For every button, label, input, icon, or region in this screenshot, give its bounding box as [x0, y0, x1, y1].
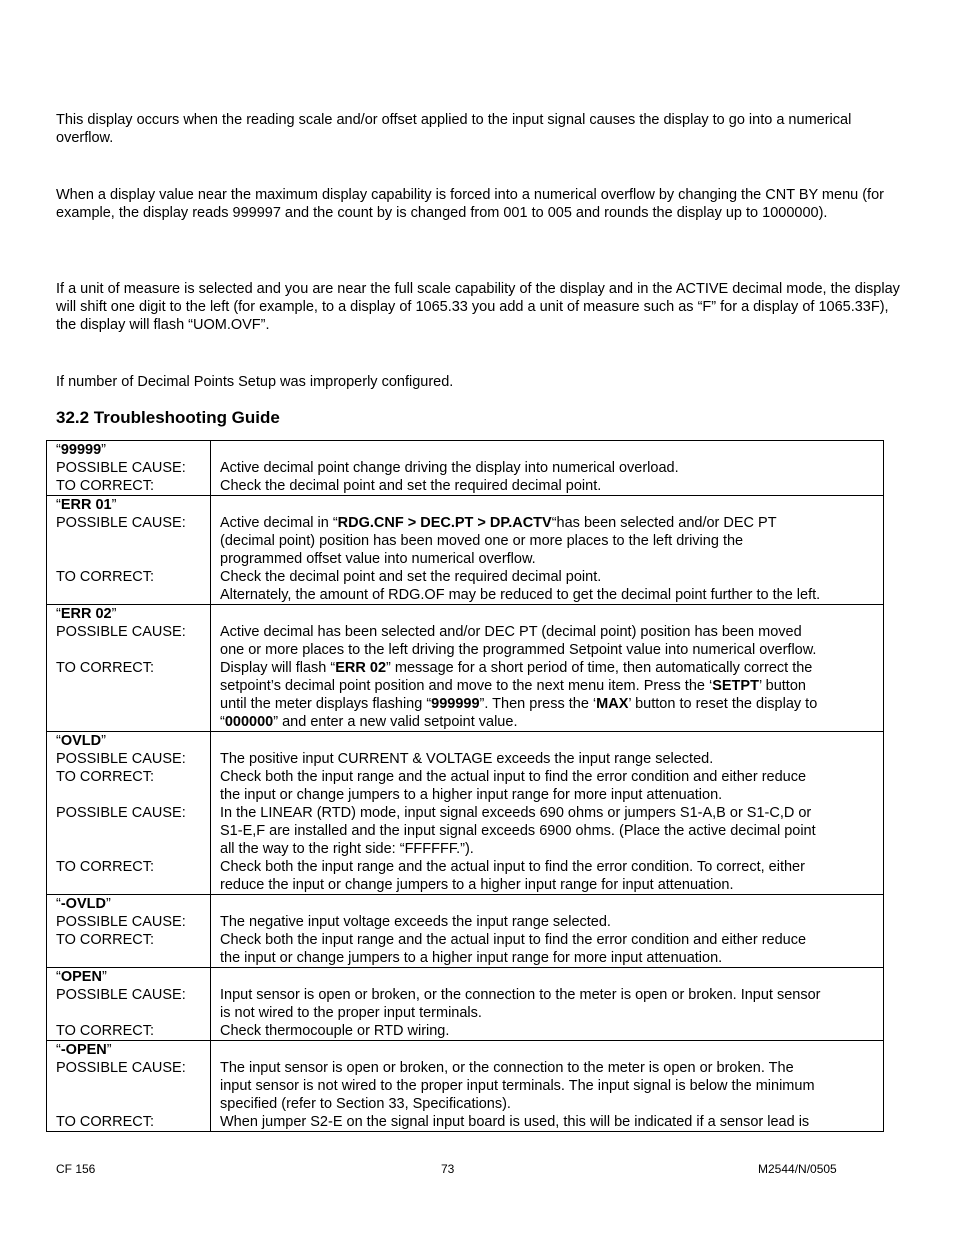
table-row	[47, 1041, 884, 1132]
description-line	[220, 1004, 877, 1022]
description-text: Check both the input range and the actual input to find the error condition and either reduce	[220, 769, 807, 785]
description-bold-text: 000000	[224, 714, 274, 730]
description-text: Check both the input range and the actual input to find the error condition. To correct, either	[220, 859, 805, 875]
description-text: Active decimal has been selected and/or DEC PT (decimal point) position has been moved	[220, 624, 802, 640]
description-line	[220, 858, 877, 876]
description-text: “	[220, 714, 225, 730]
possible-cause-label: POSSIBLE CAUSE:	[56, 515, 186, 531]
error-code-text: 99999	[60, 442, 102, 458]
error-code-text: -OVLD	[60, 896, 106, 912]
description-line	[220, 477, 877, 495]
description-line	[220, 1095, 877, 1113]
possible-cause-label: POSSIBLE CAUSE:	[56, 751, 186, 767]
possible-cause-label: POSSIBLE CAUSE:	[56, 805, 186, 821]
error-description-cell	[211, 732, 884, 895]
description-line	[220, 459, 877, 477]
error-code: “99999”	[56, 442, 107, 458]
description-text: programmed offset value into numerical overflow.	[220, 551, 536, 567]
error-description-cell	[211, 605, 884, 732]
error-description-cell	[211, 496, 884, 605]
description-line	[220, 659, 877, 677]
error-label-cell	[47, 1041, 211, 1132]
label-spacer	[56, 822, 204, 840]
description-bold-text: SETPT	[712, 678, 759, 694]
label-spacer	[56, 1095, 204, 1113]
description-text: the input or change jumpers to a higher input range for more input attenuation.	[220, 950, 723, 966]
description-text: the input or change jumpers to a higher input range for more input attenuation.	[220, 787, 723, 803]
description-text: (decimal point) position has been moved one or more places to the left driving the	[220, 533, 744, 549]
table-row	[47, 732, 884, 895]
error-description-cell	[211, 968, 884, 1041]
error-description-cell	[211, 441, 884, 496]
error-code-text: OPEN	[60, 969, 102, 985]
table-row	[47, 968, 884, 1041]
possible-cause-label: POSSIBLE CAUSE:	[56, 987, 186, 1003]
troubleshooting-table	[46, 440, 884, 1132]
description-spacer	[220, 732, 877, 750]
description-bold-text: RDG.CNF > DEC.PT > DP.ACTV	[337, 515, 552, 531]
table-row	[47, 605, 884, 732]
table-row	[47, 496, 884, 605]
error-description-cell	[211, 1041, 884, 1132]
description-text: Display will flash “	[220, 660, 336, 676]
description-line	[220, 568, 877, 586]
description-text: In the LINEAR (RTD) mode, input signal exceeds 690 ohms or jumpers S1-A,B or S1-C,D or	[220, 805, 812, 821]
description-spacer	[220, 605, 877, 623]
error-label-cell	[47, 968, 211, 1041]
description-line	[220, 931, 877, 949]
error-code-text: -OPEN	[60, 1042, 107, 1058]
error-description-cell	[211, 895, 884, 968]
description-text: specified (refer to Section 33, Specifications).	[220, 1096, 511, 1112]
description-bold-text: ERR 02	[335, 660, 387, 676]
description-line	[220, 986, 877, 1004]
to-correct-label: TO CORRECT:	[56, 478, 155, 494]
possible-cause-label: POSSIBLE CAUSE:	[56, 1060, 186, 1076]
description-text: The input sensor is open or broken, or the connection to the meter is open or broken. The	[220, 1060, 794, 1076]
description-bold-text: MAX	[596, 696, 629, 712]
description-text: Input sensor is open or broken, or the connection to the meter is open or broken. Input sensor	[220, 987, 821, 1003]
possible-cause-label: POSSIBLE CAUSE:	[56, 914, 186, 930]
description-line	[220, 768, 877, 786]
description-line	[220, 532, 877, 550]
description-spacer	[220, 968, 877, 986]
description-text: input sensor is not wired to the proper input terminals. The input signal is below the minimum	[220, 1078, 815, 1094]
description-line	[220, 1059, 877, 1077]
description-line	[220, 750, 877, 768]
error-code: “OPEN”	[56, 969, 107, 985]
description-text: setpoint’s decimal point position and move to the next menu item. Press the ‘	[220, 678, 713, 694]
footer-revision: M2544/N/0505	[758, 1162, 837, 1176]
description-line	[220, 677, 877, 695]
description-line	[220, 804, 877, 822]
error-code: “ERR 02”	[56, 606, 117, 622]
error-code: “-OPEN”	[56, 1042, 112, 1058]
to-correct-label: TO CORRECT:	[56, 1114, 155, 1130]
description-text: all the way to the right side: “FFFFFF.”).	[220, 841, 474, 857]
label-spacer	[56, 550, 204, 568]
description-line	[220, 586, 877, 604]
troubleshooting-table-body	[47, 441, 884, 1132]
error-code: “-OVLD”	[56, 896, 111, 912]
description-text: Check both the input range and the actual input to find the error condition and either reduce	[220, 932, 807, 948]
description-text: S1-E,F are installed and the input signal exceeds 6900 ohms. (Place the active decimal point	[220, 823, 816, 839]
to-correct-label: TO CORRECT:	[56, 859, 155, 875]
description-text: ”. Then press the ‘	[479, 696, 597, 712]
description-text: ” message for a short period of time, then automatically correct the	[386, 660, 813, 676]
error-label-cell	[47, 895, 211, 968]
error-code: “OVLD”	[56, 733, 106, 749]
description-text: Check the decimal point and set the required decimal point.	[220, 478, 602, 494]
error-label-cell	[47, 441, 211, 496]
description-text: ’ button	[758, 678, 806, 694]
description-line	[220, 623, 877, 641]
to-correct-label: TO CORRECT:	[56, 1023, 155, 1039]
possible-cause-label: POSSIBLE CAUSE:	[56, 624, 186, 640]
description-text: ” and enter a new valid setpoint value.	[273, 714, 518, 730]
error-code-text: ERR 02	[60, 606, 112, 622]
label-spacer	[56, 1077, 204, 1095]
footer-page-number: 73	[441, 1162, 455, 1176]
label-spacer	[56, 532, 204, 550]
description-line	[220, 822, 877, 840]
table-row	[47, 895, 884, 968]
to-correct-label: TO CORRECT:	[56, 660, 155, 676]
error-code-text: ERR 01	[60, 497, 112, 513]
description-text: “has been selected and/or DEC PT	[551, 515, 777, 531]
description-text: reduce the input or change jumpers to a higher input range for input attenuation.	[220, 877, 734, 893]
description-line	[220, 695, 877, 713]
description-line	[220, 876, 877, 894]
to-correct-label: TO CORRECT:	[56, 569, 155, 585]
description-line	[220, 713, 877, 731]
description-text: The positive input CURRENT & VOLTAGE exceeds the input range selected.	[220, 751, 714, 767]
description-bold-text: 999999	[431, 696, 480, 712]
description-text: until the meter displays flashing “	[220, 696, 432, 712]
paragraph-overflow-cntby: When a display value near the maximum display capability is forced into a numerical overflow by changing the CNT BY menu (for example, the display reads 999997 and the count by is changed from 001 to 005 and rounds the display up to 1000000).	[56, 187, 884, 221]
description-text: The negative input voltage exceeds the input range selected.	[220, 914, 611, 930]
description-line	[220, 550, 877, 568]
paragraph-decimal-setup: If number of Decimal Points Setup was improperly configured.	[56, 374, 454, 390]
paragraph-overflow-scale: This display occurs when the reading scale and/or offset applied to the input signal causes the display to go into a numerical overflow.	[56, 112, 852, 146]
description-spacer	[220, 496, 877, 514]
description-text: Check the decimal point and set the required decimal point.	[220, 569, 602, 585]
error-code: “ERR 01”	[56, 497, 117, 513]
description-text: Active decimal in “	[220, 515, 338, 531]
table-row	[47, 441, 884, 496]
to-correct-label: TO CORRECT:	[56, 932, 155, 948]
description-text: ’ button to reset the display to	[628, 696, 818, 712]
footer-doc-id: CF 156	[56, 1162, 96, 1176]
description-line	[220, 786, 877, 804]
label-spacer	[56, 840, 204, 858]
description-line	[220, 949, 877, 967]
possible-cause-label: POSSIBLE CAUSE:	[56, 460, 186, 476]
description-line	[220, 1113, 877, 1131]
description-line	[220, 913, 877, 931]
description-spacer	[220, 1041, 877, 1059]
error-label-cell	[47, 732, 211, 895]
description-line	[220, 641, 877, 659]
to-correct-label: TO CORRECT:	[56, 769, 155, 785]
description-text: one or more places to the left driving the programmed Setpoint value into numerical overflow.	[220, 642, 817, 658]
error-label-cell	[47, 496, 211, 605]
description-text: is not wired to the proper input terminals.	[220, 1005, 482, 1021]
description-text: Check thermocouple or RTD wiring.	[220, 1023, 450, 1039]
description-spacer	[220, 441, 877, 459]
section-heading: 32.2 Troubleshooting Guide	[56, 408, 280, 427]
label-spacer	[56, 641, 204, 659]
description-line	[220, 840, 877, 858]
description-line	[220, 1077, 877, 1095]
description-text: Alternately, the amount of RDG.OF may be reduced to get the decimal point further to the left.	[220, 587, 821, 603]
paragraph-overflow-uom: If a unit of measure is selected and you are near the full scale capability of the display and in the ACTIVE decimal mode, the display will shift one digit to the left (for example, to a display of 1065.33 you add a unit of measure such as “F” for a display of 1065.33F), the display will flash “UOM.OVF”.	[56, 281, 900, 333]
description-spacer	[220, 895, 877, 913]
error-code-text: OVLD	[60, 733, 102, 749]
description-text: When jumper S2-E on the signal input board is used, this will be indicated if a sensor lead is	[220, 1114, 810, 1130]
error-label-cell	[47, 605, 211, 732]
description-line	[220, 1022, 877, 1040]
label-spacer	[56, 1004, 204, 1022]
label-spacer	[56, 786, 204, 804]
description-text: Active decimal point change driving the display into numerical overload.	[220, 460, 679, 476]
description-line	[220, 514, 877, 532]
